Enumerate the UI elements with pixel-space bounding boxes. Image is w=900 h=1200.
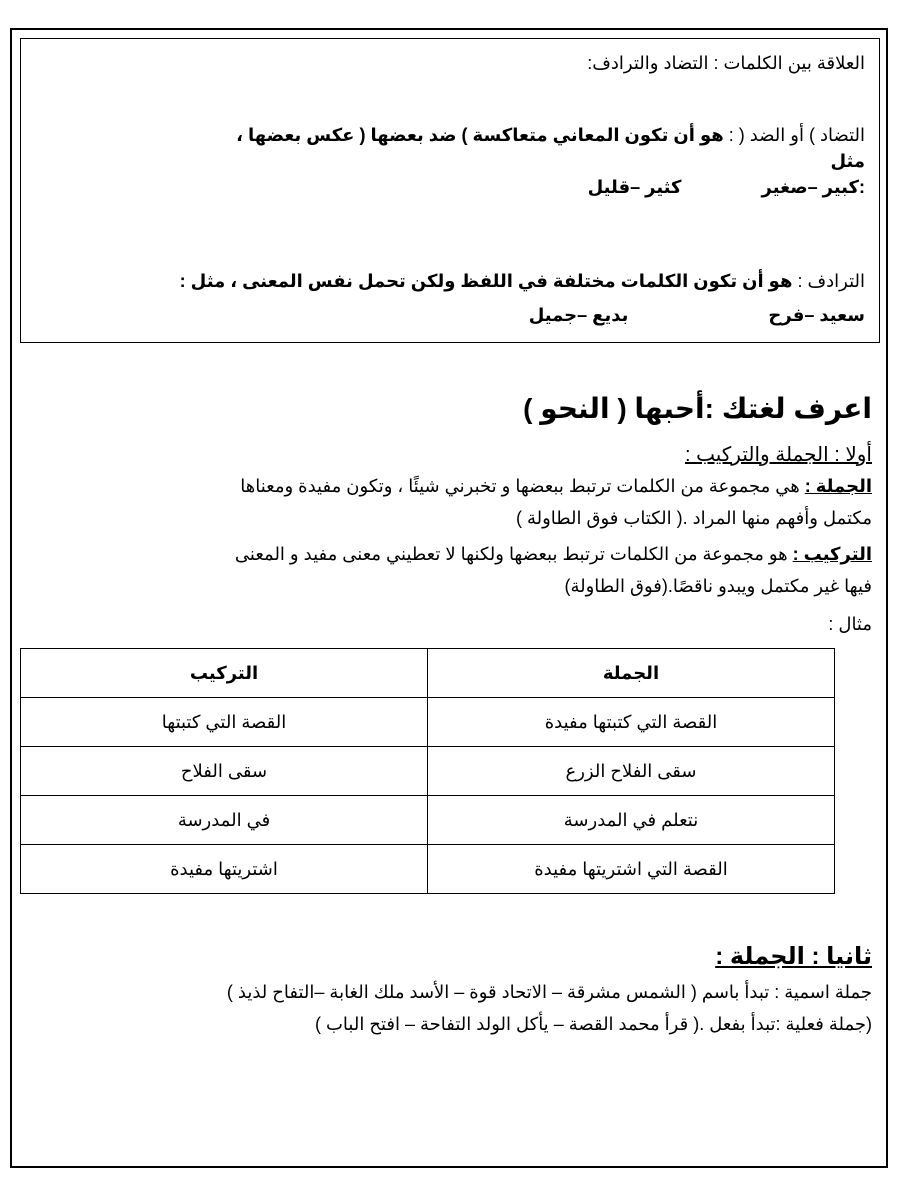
synonym-term: الترادف : [797, 271, 865, 291]
table-row [21, 747, 835, 796]
synonym-text: هو أن تكون الكلمات مختلفة في اللفظ ولكن تحمل نفس المعنى ، مثل : [179, 271, 793, 291]
verbal-sentence: (جملة فعلية :تبدأ بفعل .( قرأ محمد القصة – يأكل الولد التفاحة – افتح الباب ) [314, 1014, 872, 1034]
antonym-pair-1: :كبير –صغير [761, 177, 865, 197]
synonym-definition [35, 269, 865, 293]
synonym-pair-2: بديع –جميل [528, 305, 629, 325]
sentence-phrase-table [20, 648, 835, 894]
synonym-examples [35, 303, 865, 327]
table-cell: القصة التي كتبتها مفيدة [428, 698, 835, 747]
antonym-pair-2: كثير –قليل [587, 177, 682, 197]
table-cell: القصة التي كتبتها [21, 698, 428, 747]
antonym-example-label: مثل [830, 151, 865, 171]
table-cell: في المدرسة [21, 796, 428, 845]
nominal-sentence: جملة اسمية : تبدأ باسم ( الشمس مشرقة – الاتحاد قوة – الأسد ملك الغابة –التفاح لذيذ ) [226, 982, 872, 1002]
antonym-term: التضاد ) أو الضد ( : [728, 125, 865, 145]
sentence-def-1: هي مجموعة من الكلمات ترتبط ببعضها و تخبرني شيئًا ، وتكون مفيدة ومعناها [240, 476, 800, 496]
antonym-text: هو أن تكون المعاني متعاكسة ) ضد بعضها ( عكس بعضها ، [236, 125, 724, 145]
table-cell: سقى الفلاح [21, 747, 428, 796]
section1-title: أولا : الجملة والتركيب : [684, 444, 872, 466]
synonym-pair-1: سعيد –فرح [768, 305, 865, 325]
definitions-box [20, 38, 880, 343]
definitions-title: العلاقة بين الكلمات : التضاد والترادف: [587, 53, 865, 73]
phrase-definition-line1 [26, 544, 872, 565]
phrase-term: التركيب : [792, 544, 872, 564]
table-cell: سقى الفلاح الزرع [428, 747, 835, 796]
header-sentence: الجملة [428, 649, 835, 698]
example-label: مثال : [828, 614, 872, 634]
table-cell: القصة التي اشتريتها مفيدة [428, 845, 835, 894]
header-phrase: التركيب [21, 649, 428, 698]
table-cell: نتعلم في المدرسة [428, 796, 835, 845]
sentence-term: الجملة : [804, 476, 872, 496]
section2-title: ثانيا : الجملة : [715, 943, 872, 970]
phrase-def-1: هو مجموعة من الكلمات ترتبط ببعضها ولكنها لا تعطيني معنى مفيد و المعنى [234, 544, 788, 564]
sentence-definition-line1 [26, 476, 872, 497]
table-cell: اشتريتها مفيدة [21, 845, 428, 894]
grammar-heading: اعرف لغتك :أحبها ( النحو ) [523, 393, 872, 424]
table-row [21, 796, 835, 845]
phrase-definition-line2: فيها غير مكتمل ويبدو ناقصًا.(فوق الطاولة) [564, 576, 872, 596]
antonym-definition [35, 123, 865, 147]
antonym-examples [35, 175, 865, 199]
sentence-definition-line2: مكتمل وأفهم منها المراد .( الكتاب فوق الطاولة ) [515, 508, 872, 528]
table-row [21, 845, 835, 894]
table-header-row [21, 649, 835, 698]
table-row [21, 698, 835, 747]
worksheet-page [10, 28, 888, 1168]
